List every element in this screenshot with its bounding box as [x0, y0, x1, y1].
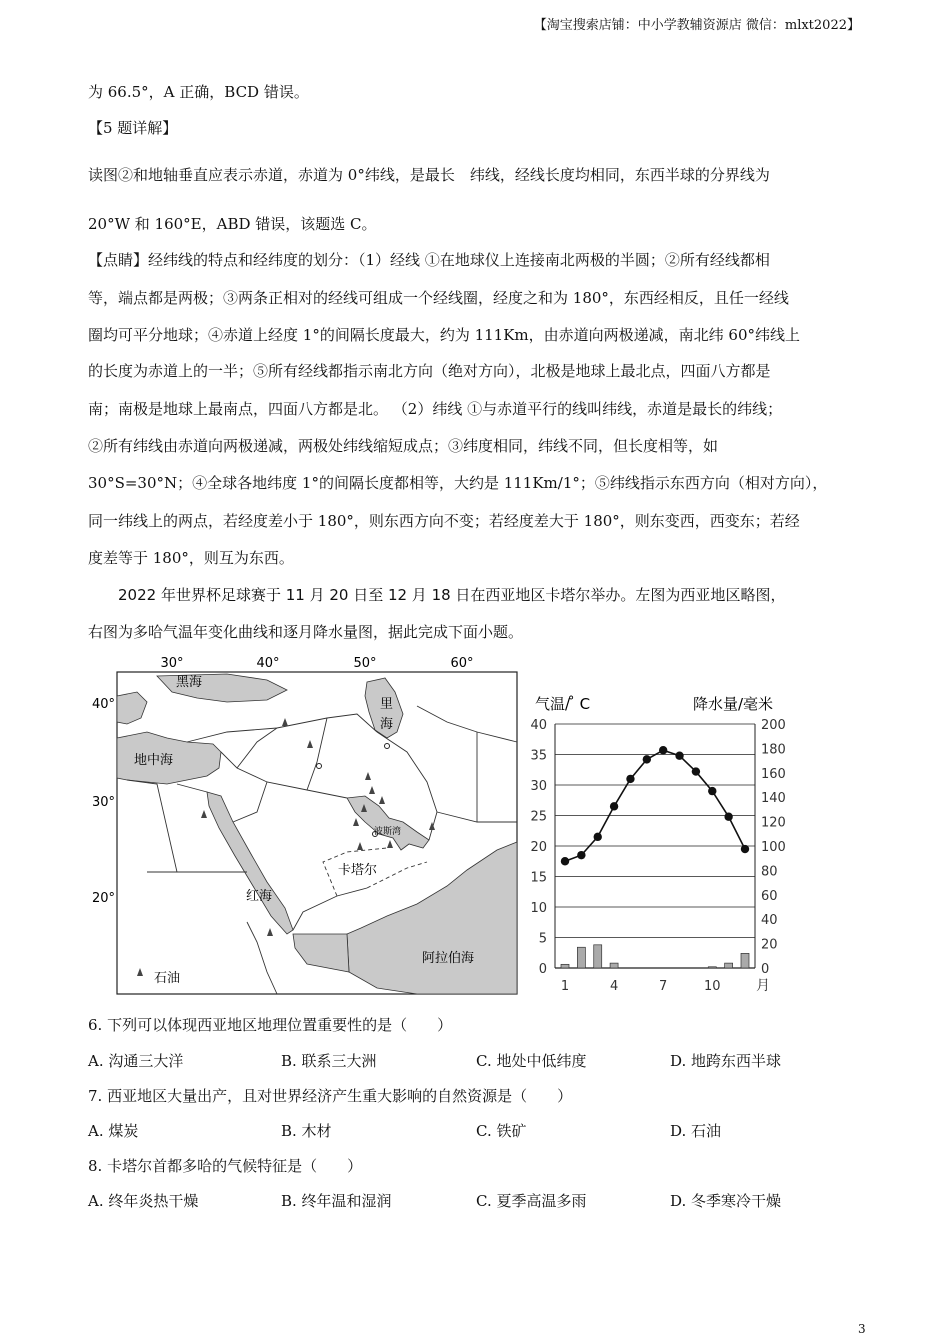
red-sea-label: 红海: [246, 889, 273, 904]
legend-oil-label: 石油: [154, 971, 181, 986]
x-unit-label: 月: [756, 978, 770, 994]
right-tick-label: 180: [761, 742, 786, 758]
west-asia-map: [88, 650, 520, 996]
left-tick-label: 0: [538, 962, 547, 977]
x-tick-label: 7: [659, 979, 668, 994]
qatar-label: 卡塔尔: [338, 863, 378, 878]
right-axis-title: 降水量/毫米: [693, 695, 774, 713]
right-tick-label: 80: [761, 864, 778, 880]
right-tick-label: 200: [761, 718, 786, 733]
paragraph-line: 读图②和地轴垂直应表示赤道，赤道为 0°纬线，是最长 纬线，经线长度均相同，东西半球的分界线为: [88, 166, 770, 184]
option-b[interactable]: B. 联系三大洲: [281, 1052, 377, 1070]
paragraph-line: 20°W 和 160°E，ABD 错误，该题选 C。: [88, 215, 377, 233]
temperature-point: [626, 775, 634, 783]
temperature-point: [659, 746, 667, 754]
option-a[interactable]: A. 终年炎热干燥: [88, 1192, 199, 1210]
right-tick-label: 120: [761, 815, 786, 831]
mediterranean-label: 地中海: [134, 753, 174, 768]
right-tick-label: 20: [761, 937, 778, 953]
temperature-point: [643, 755, 651, 763]
paragraph-line: 同一纬线上的两点，若经度差小于 180°，则东西方向不变；若经度差大于 180°，则东变西，西变东；若经: [88, 512, 800, 530]
lon-label: 30°: [160, 656, 184, 671]
lat-label: 30°: [92, 795, 116, 810]
temperature-point: [610, 802, 618, 810]
paragraph-line: 等，端点都是两极；③两条正相对的经线可组成一个经线圈，经度之和为 180°，东西经相反，且任一经线: [88, 289, 789, 307]
precipitation-bar: [594, 945, 602, 968]
precipitation-bar: [577, 947, 585, 968]
lon-label: 50°: [353, 656, 377, 671]
temperature-point: [675, 752, 683, 760]
lon-label: 60°: [450, 656, 474, 671]
precipitation-bar: [741, 953, 749, 968]
precipitation-bar: [708, 967, 716, 968]
temperature-point: [594, 833, 602, 841]
paragraph-line: 30°S=30°N；④全球各地纬度 1°的间隔长度都相等，大约是 111Km/1°；⑤纬线指示东西方向（相对方向），: [88, 474, 828, 492]
left-tick-label: 5: [538, 931, 547, 947]
question-stem: 8. 卡塔尔首都多哈的气候特征是（ ）: [88, 1157, 363, 1175]
right-tick-label: 100: [761, 840, 786, 855]
right-tick-label: 160: [761, 766, 786, 782]
left-tick-label: 15: [530, 870, 547, 886]
precipitation-bar: [610, 963, 618, 968]
left-tick-label: 30: [530, 779, 547, 794]
x-tick-label: 10: [703, 979, 721, 994]
paragraph-line: 【点睛】经纬线的特点和经纬度的划分：（1）经线 ①在地球仪上连接南北两极的半圆；②所有经线都相: [88, 251, 770, 269]
option-d[interactable]: D. 石油: [670, 1122, 722, 1140]
right-tick-label: 40: [761, 913, 778, 929]
lat-label: 20°: [92, 891, 116, 906]
intro-line: 2022 年世界杯足球赛于 11 月 20 日至 12 月 18 日在西亚地区卡塔尔举办。左图为西亚地区略图，: [88, 586, 786, 604]
black-sea-label: 黑海: [176, 675, 203, 690]
page-header: 【淘宝搜索店铺：中小学教辅资源店 微信：mlxt2022】: [533, 18, 860, 33]
left-tick-label: 40: [530, 718, 547, 733]
question-stem: 6. 下列可以体现西亚地区地理位置重要性的是（ ）: [88, 1016, 453, 1034]
option-d[interactable]: D. 地跨东西半球: [670, 1052, 782, 1070]
temperature-point: [561, 857, 569, 865]
lat-label: 40°: [92, 697, 116, 712]
lon-label: 40°: [256, 656, 280, 671]
option-c[interactable]: C. 地处中低纬度: [476, 1052, 587, 1070]
caspian-label: 海: [380, 717, 394, 732]
persian-gulf-label: 波斯湾: [374, 827, 402, 837]
option-a[interactable]: A. 沟通三大洋: [88, 1052, 184, 1070]
caspian-label: 里: [380, 697, 394, 712]
climate-chart: [525, 688, 795, 998]
option-b[interactable]: B. 木材: [281, 1122, 332, 1140]
left-tick-label: 25: [530, 809, 547, 825]
option-a[interactable]: A. 煤炭: [88, 1122, 139, 1140]
page-number: 3: [858, 1322, 866, 1336]
paragraph-line: 的长度为赤道上的一半；⑤所有经线都指示南北方向（绝对方向），北极是地球上最北点，四面八方都是: [88, 362, 771, 380]
option-c[interactable]: C. 铁矿: [476, 1122, 527, 1140]
right-tick-label: 140: [761, 791, 786, 807]
temperature-point: [741, 845, 749, 853]
temperature-line: [565, 750, 745, 861]
section-title: 【5 题详解】: [88, 119, 178, 137]
x-tick-label: 1: [560, 979, 570, 994]
right-tick-label: 0: [761, 962, 770, 977]
paragraph-line: 南；南极是地球上最南点，四面八方都是北。 （2）纬线 ①与赤道平行的线叫纬线，赤道是最长的纬线；: [88, 400, 783, 418]
left-axis-title: 气温/ ̊ C: [535, 695, 591, 713]
paragraph-line: 圈均可平分地球；④赤道上经度 1°的间隔长度最大，约为 111Km，由赤道向两极递减，南北纬 60°纬线上: [88, 326, 800, 344]
left-tick-label: 20: [530, 840, 547, 855]
paragraph-line: ②所有纬线由赤道向两极递减，两极处纬线缩短成点；③纬度相同，纬线不同，但长度相等，如: [88, 437, 719, 455]
right-tick-label: 60: [761, 888, 778, 904]
option-c[interactable]: C. 夏季高温多雨: [476, 1192, 587, 1210]
temperature-point: [708, 787, 716, 795]
precipitation-bar: [561, 964, 569, 968]
temperature-point: [724, 813, 732, 821]
left-tick-label: 10: [530, 901, 547, 916]
temperature-point: [692, 767, 700, 775]
precipitation-bar: [725, 963, 733, 968]
left-tick-label: 35: [530, 748, 547, 764]
intro-line: 右图为多哈气温年变化曲线和逐月降水量图，据此完成下面小题。: [88, 623, 524, 641]
x-tick-label: 4: [609, 979, 619, 994]
option-b[interactable]: B. 终年温和湿润: [281, 1192, 392, 1210]
temperature-point: [577, 851, 585, 859]
arabian-sea-label: 阿拉伯海: [422, 951, 475, 966]
question-stem: 7. 西亚地区大量出产，且对世界经济产生重大影响的自然资源是（ ）: [88, 1087, 573, 1105]
paragraph-line: 度差等于 180°，则互为东西。: [88, 549, 294, 567]
paragraph-line: 为 66.5°，A 正确，BCD 错误。: [88, 83, 309, 101]
option-d[interactable]: D. 冬季寒冷干燥: [670, 1192, 782, 1210]
